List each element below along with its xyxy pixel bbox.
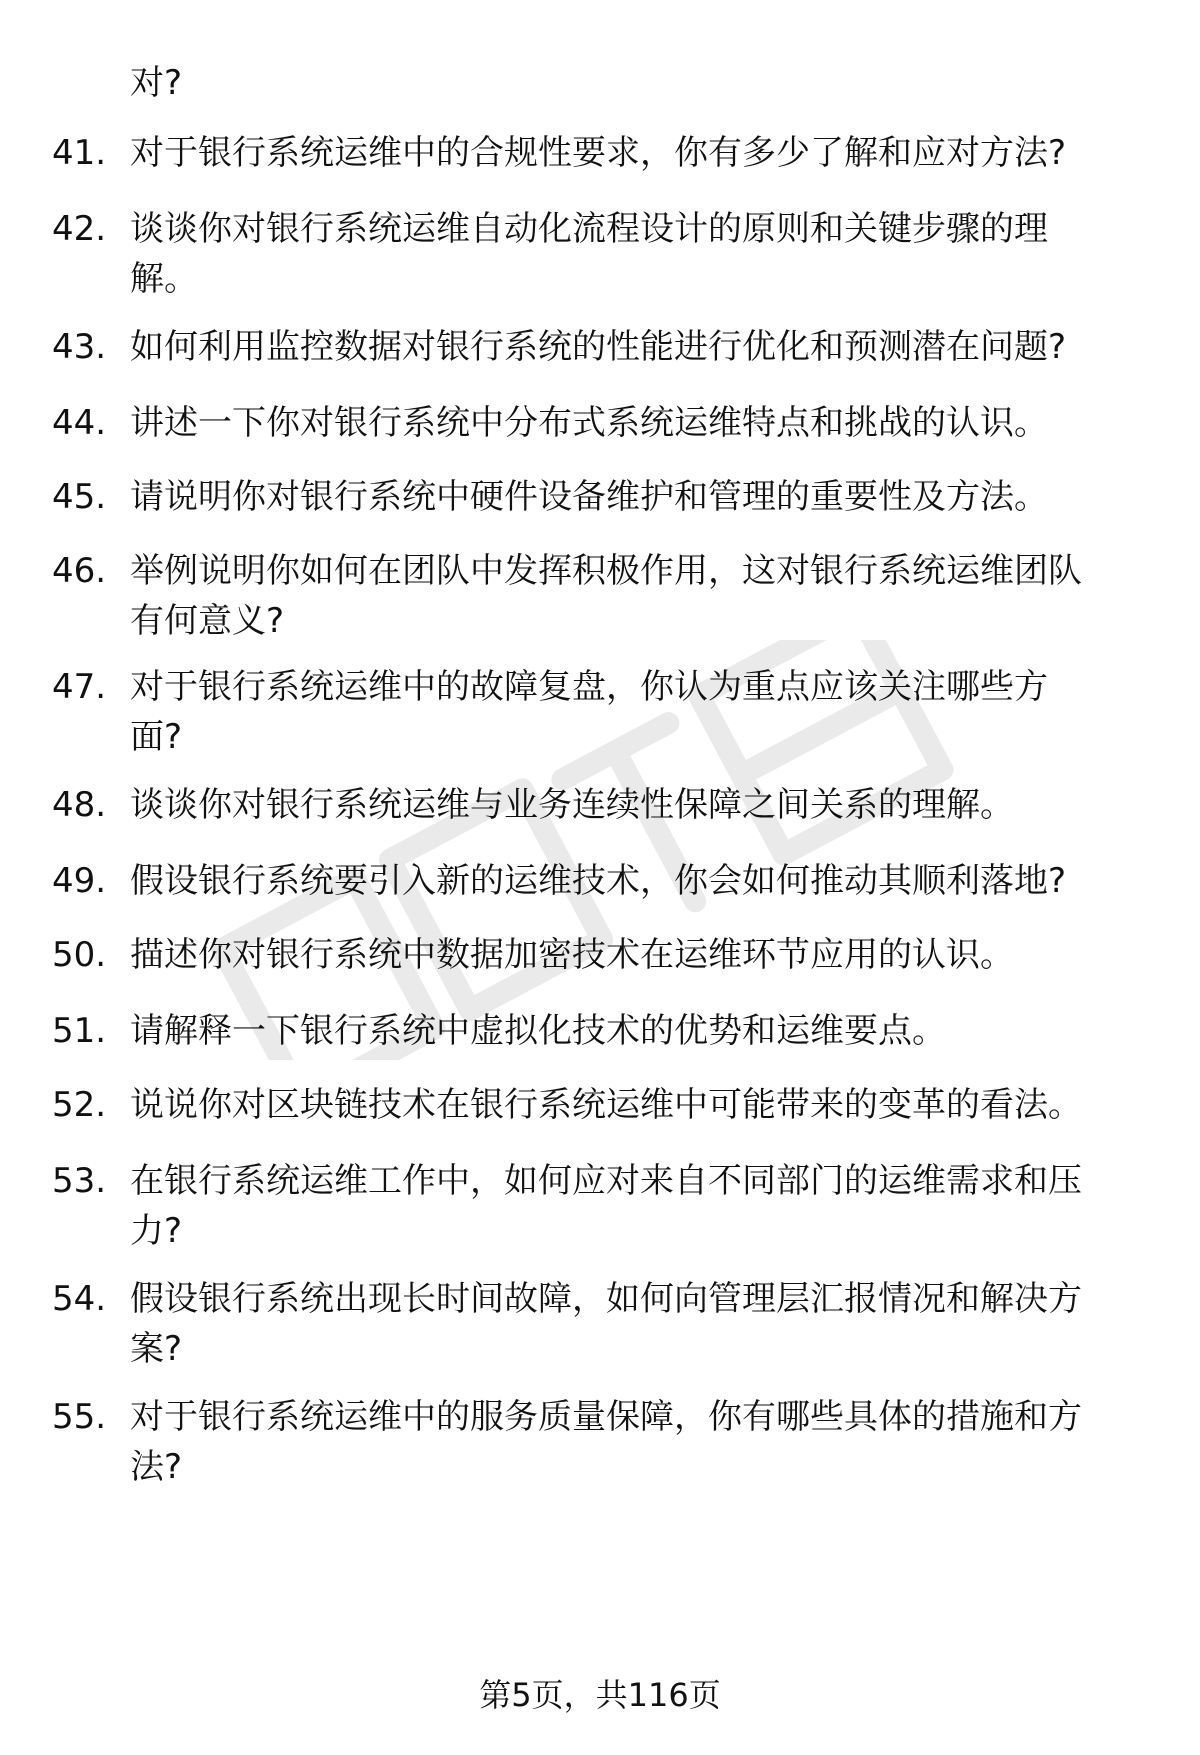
page-footer: 第5页，共116页 (479, 1676, 721, 1714)
question-number: 41. (52, 133, 107, 173)
question-number: 51. (52, 1011, 107, 1051)
question-number: 44. (52, 403, 107, 443)
question-text: 在银行系统运维工作中，如何应对来自不同部门的运维需求和压 力? (130, 1161, 1082, 1251)
question-number: 47. (52, 667, 107, 707)
question-text: 说说你对区块链技术在银行系统运维中可能带来的变革的看法。 (130, 1085, 1082, 1125)
question-number: 49. (52, 861, 107, 901)
question-text: 请解释一下银行系统中虚拟化技术的优势和运维要点。 (130, 1011, 946, 1051)
question-text: 描述你对银行系统中数据加密技术在运维环节应用的认识。 (130, 935, 1014, 975)
question-text: 谈谈你对银行系统运维自动化流程设计的原则和关键步骤的理 解。 (130, 209, 1048, 299)
question-number: 43. (52, 327, 107, 367)
question-number: 42. (52, 209, 107, 249)
question-number: 55. (52, 1397, 107, 1437)
question-number: 53. (52, 1161, 107, 1201)
continuation-text: 对? (130, 63, 183, 103)
question-number: 45. (52, 477, 107, 517)
question-text: 假设银行系统要引入新的运维技术，你会如何推动其顺利落地? (130, 861, 1067, 901)
question-number: 48. (52, 785, 107, 825)
question-number: 54. (52, 1279, 107, 1319)
question-text: 请说明你对银行系统中硬件设备维护和管理的重要性及方法。 (130, 477, 1048, 517)
question-text: 对于银行系统运维中的服务质量保障，你有哪些具体的措施和方 法? (130, 1397, 1082, 1487)
question-number: 46. (52, 551, 107, 591)
question-number: 50. (52, 935, 107, 975)
question-text: 讲述一下你对银行系统中分布式系统运维特点和挑战的认识。 (130, 403, 1048, 443)
question-text: 如何利用监控数据对银行系统的性能进行优化和预测潜在问题? (130, 327, 1067, 367)
question-number: 52. (52, 1085, 107, 1125)
question-text: 举例说明你如何在团队中发挥积极作用，这对银行系统运维团队 有何意义? (130, 551, 1082, 641)
question-text: 对于银行系统运维中的故障复盘，你认为重点应该关注哪些方 面? (130, 667, 1048, 757)
question-text: 谈谈你对银行系统运维与业务连续性保障之间关系的理解。 (130, 785, 1014, 825)
question-text: 假设银行系统出现长时间故障，如何向管理层汇报情况和解决方 案? (130, 1279, 1082, 1369)
question-text: 对于银行系统运维中的合规性要求，你有多少了解和应对方法? (130, 133, 1067, 173)
